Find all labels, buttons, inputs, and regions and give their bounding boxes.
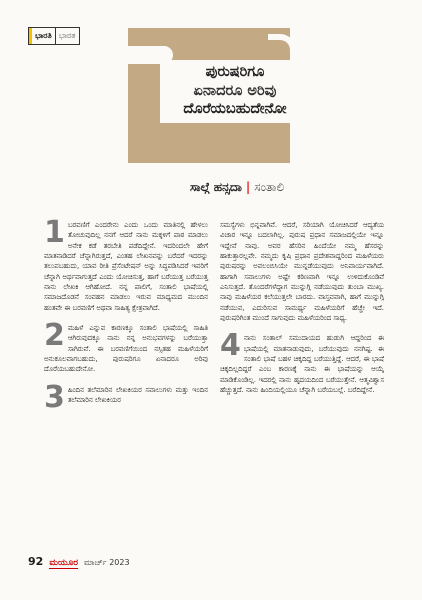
title-line-2: ಏನಾದರೂ ಅರಿವು xyxy=(193,82,277,99)
answer-paragraph xyxy=(44,215,208,313)
paragraph-text: ನಾನು ಸಂತಾಲ್ ಸಮುದಾಯದ ಹುಡುಗಿ ಆದ್ದರಿಂದ ಈ ಭಾಷೆಯಲ್ಲಿ ಮಾತನಾಡುವುದು, ಬರೆಯುವುದು ನನಗಿಷ್ಟ. ಈ ಸಂತಾಲಿ ಭಾಷೆ ಬಹಳ ಚಿಕ್ಕದಿದ್ದ ಬರೆಯುತ್ತಿದ್ದೆ. ಆದರೆ, ಈ ಭಾಷೆ ಚಿಕ್ಕದಿಲ್ಲದಿದ್ದರೆ ಎಂಬ ಕಾರಣಕ್ಕೆ ನಾನು ಈ ಭಾಷೆಯನ್ನು ಆಯ್ಕೆ ಮಾಡಿಕೊಂಡಿಲ್ಲ. ಇದರಲ್ಲಿ ನಾನು ಹೃದಯದಿಂದ ಬರೆಯುತ್ತೇನೆ. ಆತ್ಮವಿಶ್ವಾಸ ಹೆಚ್ಚುತ್ತದೆ. ನಾನು ಹಿಂದಿಯಲ್ಲಿಯೂ ಚೆನ್ನಾಗಿ ಬರೆಯಬಲ್ಲೆ. ಬರೆದಿದ್ದೇನೆ. xyxy=(220,334,384,395)
tag-secondary: ಭಾರತ xyxy=(55,28,79,44)
answer-paragraph xyxy=(44,318,208,375)
byline: ಸಾಲ್ಗೆ ಹನ್ಸದಾ | ಸಂತಾಲಿ xyxy=(190,180,285,194)
answer-paragraph xyxy=(44,379,208,415)
title-line-3: ದೊರೆಯಬಹುದೇನೋ xyxy=(183,101,287,117)
continued-paragraph xyxy=(220,220,384,323)
right-column xyxy=(220,220,384,406)
page-number: 92 xyxy=(28,555,44,568)
issue-date: ಮಾರ್ಚ್ 2023 xyxy=(84,558,130,567)
paragraph-text: ಮಹಿಳೆ ಎನ್ನುವ ಕಾರಣಕ್ಕೂ ಸಂತಾಲಿ ಭಾಷೆಯಲ್ಲಿ ಸಾಹಿತಿ ಆಗಿರುವುದಕ್ಕೂ ನಾನು ನನ್ನ ಅನುಭವಗಳನ್ನು ಬರೆಯುತ್ತಾ ಸಾಗಿರುವೆ. ಈ ಬರವಣಿಗೆಯಿಂದ ನಸ್ಸಿತಹ ಮಹಿಳೆಯರಿಗೆ ಅನುಕೂಲವಾಗಬಹುದು, ಪುರುಷರಿಗೂ ಏನಾದರೂ ಅರಿವು ದೊರೆಯಬಹುದೇನೋ. xyxy=(44,324,208,374)
article-title xyxy=(160,60,310,123)
drop-number: 4 xyxy=(220,328,241,364)
paragraph-text: ಬರವಣಿಗೆ ಎಂದರೇನು ಎಂದು ಒಂದು ಮಾತಿನಲ್ಲಿ ಹೇಳಲು ತೋಚುವುದಿಲ್ಲ ನನಗೆ ಆದರೆ ನಾನು ಮಕ್ಕಳಿಗೆ ಪಾಠ ಮಾಡಲು ಅನೇಕ ಕಡೆ ತರಬೇತಿ ಪಡೆದಿದ್ದೇನೆ. ಇದರಿಂದಲೇ ಹೇಗೆ ಮಾತನಾಡಿದರೆ ಚೆನ್ನಾಗಿರುತ್ತದೆ, ಎಂತಹ ಲೇಖನವನ್ನು ಬರೆದರೆ ಇದರನ್ನು ತಲುಪಬಹುದು, ಯಾವ ರೀತಿ ಪ್ರೆಸೆಂಟೇಷನ್ ಅನ್ನು ಸಿದ್ಧಪಡಿಸಿದರೆ ಇವರಿಗೆ ಚೆನ್ನಾಗಿ ಅರ್ಥವಾಗುತ್ತದೆ ಎಂದು ಯೋಚಿಸುತ್ತ, ಹಾಗೆ ಬರೆಯುತ್ತ ಬರೆಯುತ್ತ ನಾನು ಲೇಖಕಿ ಆಗಿಹೋದೆ. ನನ್ನ ಪಾಲಿಗೆ, ಸಂತಾಲಿ ಭಾಷೆಯಲ್ಲಿ ಸಮಾಜದೊಡನೆ ಸಂವಹನ ಮಾಡಲು ಇರುವ ಮಾಧ್ಯಮದ ಮುಂದಿನ ಹಂತವೇ ಈ ಬರವಣಿಗೆ ಅಥವಾ ಸಾಹಿತ್ಯ ಕ್ಷೇತ್ರವಾಗಿದೆ. xyxy=(44,221,208,312)
author-name: ಸಾಲ್ಗೆ ಹನ್ಸದಾ xyxy=(190,180,242,194)
left-column xyxy=(44,215,208,416)
magazine-name: ಮಯೂರ xyxy=(49,558,79,568)
paragraph-text: ಹಿಂದಿನ ತಲೆಮಾರಿನ ಲೇಖಕಿಯರ ಸವಾಲುಗಳು ಮತ್ತು ಇಂದಿನ ತಲೆಮಾರಿನ ಲೇಖಕಿಯರ xyxy=(67,385,208,405)
tag-primary: ಭಾರತಿ xyxy=(35,31,52,40)
drop-number: 2 xyxy=(44,318,65,354)
title-line-1: ಪುರುಷರಿಗೂ xyxy=(205,64,265,80)
answer-paragraph xyxy=(220,328,384,395)
author-language: ಸಂತಾಲಿ xyxy=(254,180,285,194)
paragraph-text: ಸಮಸ್ಯೆಗಳು ಭಿನ್ನವಾಗಿವೆ. ಆದರೆ, ಸರಿಯಾಗಿ ಯೋಚಿಸಿದರೆ ಆದ್ಯತೆಯ ವಿಚಾರ ಇನ್ನೂ ಬದಲಾಗಿಲ್ಲ. ಪುರುಷ ಪ್ರಧಾನ ಸಮಾಜದಲ್ಲಿಯೇ ಇನ್ನೂ ಇದ್ದೇವೆ ನಾವು. ಅವರ ಹೆಸರಿನ ಹಿಂದೆಯೇ ನಮ್ಮ ಹೆಸರನ್ನು ಹಾಕುತ್ತಾರಲ್ಲವೇ. ನಮ್ಮದು ಕೃಷಿ ಪ್ರಧಾನ ಪ್ರದೇಶವಾದ್ದರಿಂದ ಮಹಿಳೆಯರು ಪುರುಷರನ್ನು ಅವಲಂಬಿಸಿಯೇ ಮುನ್ನಡೆಯುವುದು ಅನಿವಾರ್ಯವಾಗಿದೆ. ಹಾಗಾಗಿ ಸವಾಲುಗಳು ಅಷ್ಟೇ ಕಠಿಣವಾಗಿ ಇನ್ನೂ ಉಳಿದುಕೊಂಡಿವೆ ಎನಿಸುತ್ತದೆ. ತೊಂದರೆಗಳೆದ್ದಾಗ ಮುನ್ನುಗ್ಗಿ ನಡೆಯುವುದು ತುಂಬಾ ಮುಖ್ಯ. ನಾವು ಮಹಿಳೆಯರ ಕಲೆಯುತ್ತಲೇ ಬಾರದು. ವಾಸ್ತವವಾಗಿ, ಹಾಗೆ ಮುನ್ನುಗ್ಗಿ ನಡೆಯುವ, ಎದುರಿಸುವ ಸಾಮರ್ಥ್ಯ ಮಹಿಳೆಯರಿಗೆ ಹೆಚ್ಚೇ ಇದೆ. ಪುರುಷರಿಗಿಂತ ಮುಂದೆ ಸಾಗುವುದು ಮಹಿಳೆಯರಿಂದ ಸಾಧ್ಯ. xyxy=(220,221,384,323)
drop-number: 1 xyxy=(44,215,65,250)
section-tag xyxy=(28,27,80,45)
page-footer xyxy=(28,555,130,569)
drop-number: 3 xyxy=(44,379,65,415)
